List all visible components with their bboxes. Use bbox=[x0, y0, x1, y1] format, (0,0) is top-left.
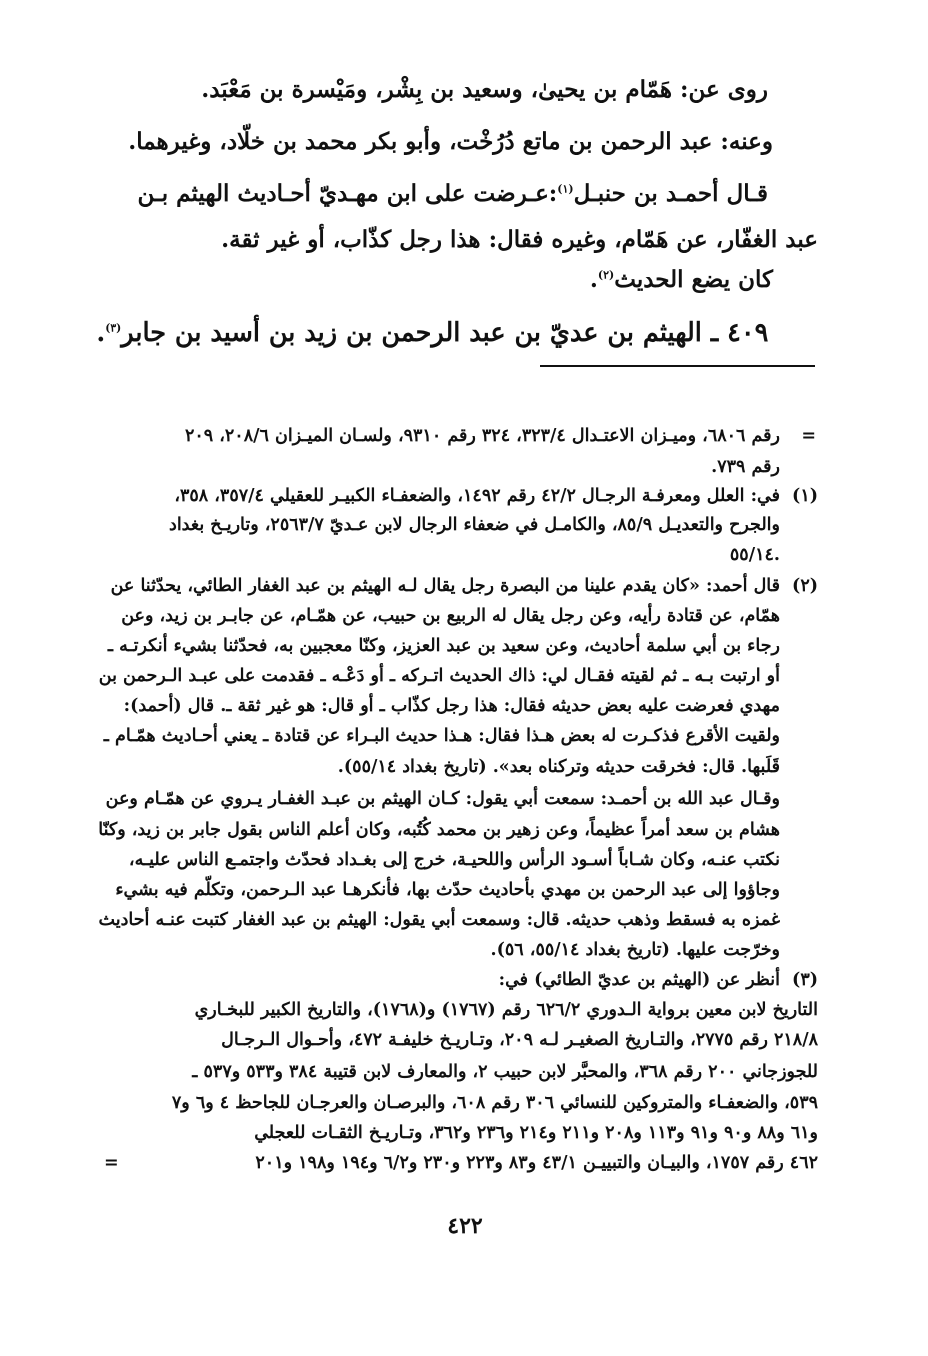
footnote-2-line-3: رجاء بن أبي سلمة أحاديث، وعن سعيد بن عبد العزيز، وكنّا معجبين به، فحدّثنا بشيء أنكرتـه ـ bbox=[107, 636, 780, 656]
footnote-ref-3: (٣) bbox=[104, 321, 121, 335]
footnote-2-line-8: وقـال عبد الله بن أحمـد: سمعت أبي يقول: كـان الهيثم بن عبـد الغفـار يـروي عن همّـام وعن bbox=[105, 789, 780, 809]
footnote-ref-2: (٢) bbox=[597, 268, 615, 282]
quote-part-a: قـال أحمـد بن حنبـل bbox=[573, 180, 768, 207]
fabricator-text: كان يضع الحديث bbox=[614, 266, 773, 293]
footnote-separator bbox=[540, 365, 815, 367]
entry-title bbox=[96, 318, 768, 348]
footnote-1-line-1: في: العلل ومعرفـة الرجـال ٤٢/٢ رقم ١٤٩٢، والضعفـاء الكبيـر للعقيلي ٣٥٧/٤، ٣٥٨، bbox=[174, 486, 780, 506]
footnote-ref-1: (١) bbox=[557, 182, 574, 196]
continued-footnote-line-1: رقم ٦٨٠٦، وميـزان الاعتـدال ٣٢٣/٤، ٣٢٤ رقم ٩٣١٠، ولسـان الميـزان ٢٠٨/٦، ٢٠٩ bbox=[184, 426, 780, 446]
fabricator-end: . bbox=[589, 266, 598, 293]
quote-line-2: عبد الغفّار، عن هَمّام، وغيره فقال: هذا رجل كذّاب، أو غير ثقة. bbox=[221, 226, 818, 253]
entry-title-end: . bbox=[96, 318, 105, 348]
fabricator-line bbox=[590, 266, 773, 293]
footnote-2-line-6: ولقيت الأقرع فذكـرت له بعض هـذا فقال: هـذا حديث البـراء عن قتادة ـ يعني أحـاديث همّـام ـ bbox=[103, 726, 780, 746]
narrated-from-line: روى عن: هَمّام بن يحيىٰ، وسعيد بن بِشْر، ومَيْسرة بن مَعْبَد. bbox=[201, 76, 768, 103]
footnote-3-continuation-mark: = bbox=[104, 1153, 119, 1173]
footnote-2-line-4: أو ارتبت بـه ـ ثم لقيته فقـال لي: ذاك الحديث اتـركه ـ أو دَعْـه ـ فقدمت على عبـد الـرحمن بن bbox=[98, 666, 780, 686]
continuation-mark: = bbox=[801, 426, 816, 446]
footnote-2-line-9: هشام بن سعد أمراً عظيماً، وعن زهير بن محمد كُتُبه، وكان أعلم الناس بقول جابر بن زيد، وكنّا bbox=[98, 820, 780, 840]
footnote-3-line-4: للجوزجاني ٢٠٠ رقم ٣٦٨، والمحبَّر لابن حبيب ٢، والمعارف لابن قتيبة ٣٨٤ و٥٣٣ و٥٣٧ ـ bbox=[192, 1062, 818, 1082]
footnote-1-line-3: ٥٥/١٤. bbox=[729, 545, 780, 565]
footnote-2-number: (٢) bbox=[792, 576, 818, 596]
footnote-3-line-6: و٦١ و٨٨ و٩٠ و٩١ و١١٣ و٢٠٨ و٢١١ و٢١٤ و٢٣٦ و٣٦٢، وتـاريـخ الثقـات للعجلي bbox=[254, 1123, 818, 1143]
footnote-3-line-3: ٢١٨/٨ رقم ٢٧٧٥، والتـاريخ الصغيـر لـه ٢٠٩، وتـاريـخ خليفـة ٤٧٢، وأحـوال الـرجـال bbox=[221, 1030, 818, 1050]
footnote-3-line-5: ٥٣٩، والضعفـاء والمتروكين للنسائي ٣٠٦ رقم ٦٠٨، والبرصـان والعرجـان للجاحظ ٤ و٦ و٧ bbox=[171, 1093, 818, 1113]
footnote-2-line-7: قَلَبها. قال: فخرقت حديثه وتركناه بعد». (تاريخ بغداد ٥٥/١٤). bbox=[337, 757, 780, 777]
footnote-3-line-1: أنظر عن (الهيثم بن عديّ الطائي) في: bbox=[498, 970, 780, 990]
footnote-3-number: (٣) bbox=[792, 970, 818, 990]
quote-part-b: :عـرضت على ابن مهـديّ أحـاديث الهيثم بـن bbox=[137, 180, 558, 207]
footnote-2-line-13: وخرّجت عليها. (تاريخ بغداد ٥٥/١٤، ٥٦). bbox=[490, 940, 780, 960]
page-number: ٤٢٢ bbox=[447, 1213, 483, 1239]
footnote-2-line-2: همّام، عن قتادة رأيه، وعن رجل يقال له الربيع بن حبيب، عن همّـام، عن جابـر بن زيد، وعن bbox=[121, 606, 780, 626]
footnote-3-line-2: التاريخ لابن معين برواية الـدوري ٦٢٦/٢ رقم (١٧٦٧) و(١٧٦٨)، والتاريخ الكبير للبخـاري bbox=[194, 1000, 818, 1020]
quote-line-1 bbox=[138, 180, 768, 207]
footnote-2-line-5: مهدي فعرضت عليه بعض حديثه فقال: هذا رجل كذّاب ـ أو قال: هو غير ثقة ـ. قال (أحمد): bbox=[123, 696, 780, 716]
footnote-1-line-2: والجرح والتعديـل ٨٥/٩، والكامـل في ضعفاء الرجال لابن عـديّ ٢٥٦٣/٧، وتاريـخ بغداد bbox=[169, 515, 780, 535]
footnote-3-line-7: ٤٦٢ رقم ١٧٥٧، والبيـان والتبييـن ٤٣/١ و٨٣ و٢٢٣ و٢٣٠ و٦/٢ و١٩٤ و١٩٨ و٢٠١ bbox=[255, 1153, 818, 1173]
entry-title-text: ٤٠٩ ـ الهيثم بن عديّ بن عبد الرحمن بن زيد بن أسيد بن جابر bbox=[120, 318, 768, 348]
footnote-2-line-1: قال أحمد: «كان يقدم علينا من البصرة رجل يقال لـه الهيثم بن عبد الغفار الطائي، يحدّثنا عن bbox=[110, 576, 780, 596]
continued-footnote-line-2: رقم ٧٣٩. bbox=[711, 457, 780, 477]
footnote-1-number: (١) bbox=[792, 486, 818, 506]
footnote-2-line-10: نكتب عنـه، وكان شـاباً أسـود الرأس واللحيـة، خرج إلى بغـداد فحدّث واجتمـع الناس عليـه، bbox=[128, 850, 780, 870]
footnote-2-line-11: وجاؤوا إلى عبد الرحمن بن مهدي بأحاديث حدّث بها، فأنكرهـا عبد الـرحمن، وتكلّم فيه بشيء bbox=[115, 880, 780, 900]
narrated-by-line: وعنه: عبد الرحمن بن ماتع دُرُخْت، وأبو بكر محمد بن خلّاد، وغيرهما. bbox=[128, 128, 773, 155]
footnote-2-line-12: غمزه به فسقط وذهب حديثه. قال: وسمعت أبي يقول: الهيثم بن عبد الغفار كتبت عنـه أحاديث bbox=[98, 910, 780, 930]
